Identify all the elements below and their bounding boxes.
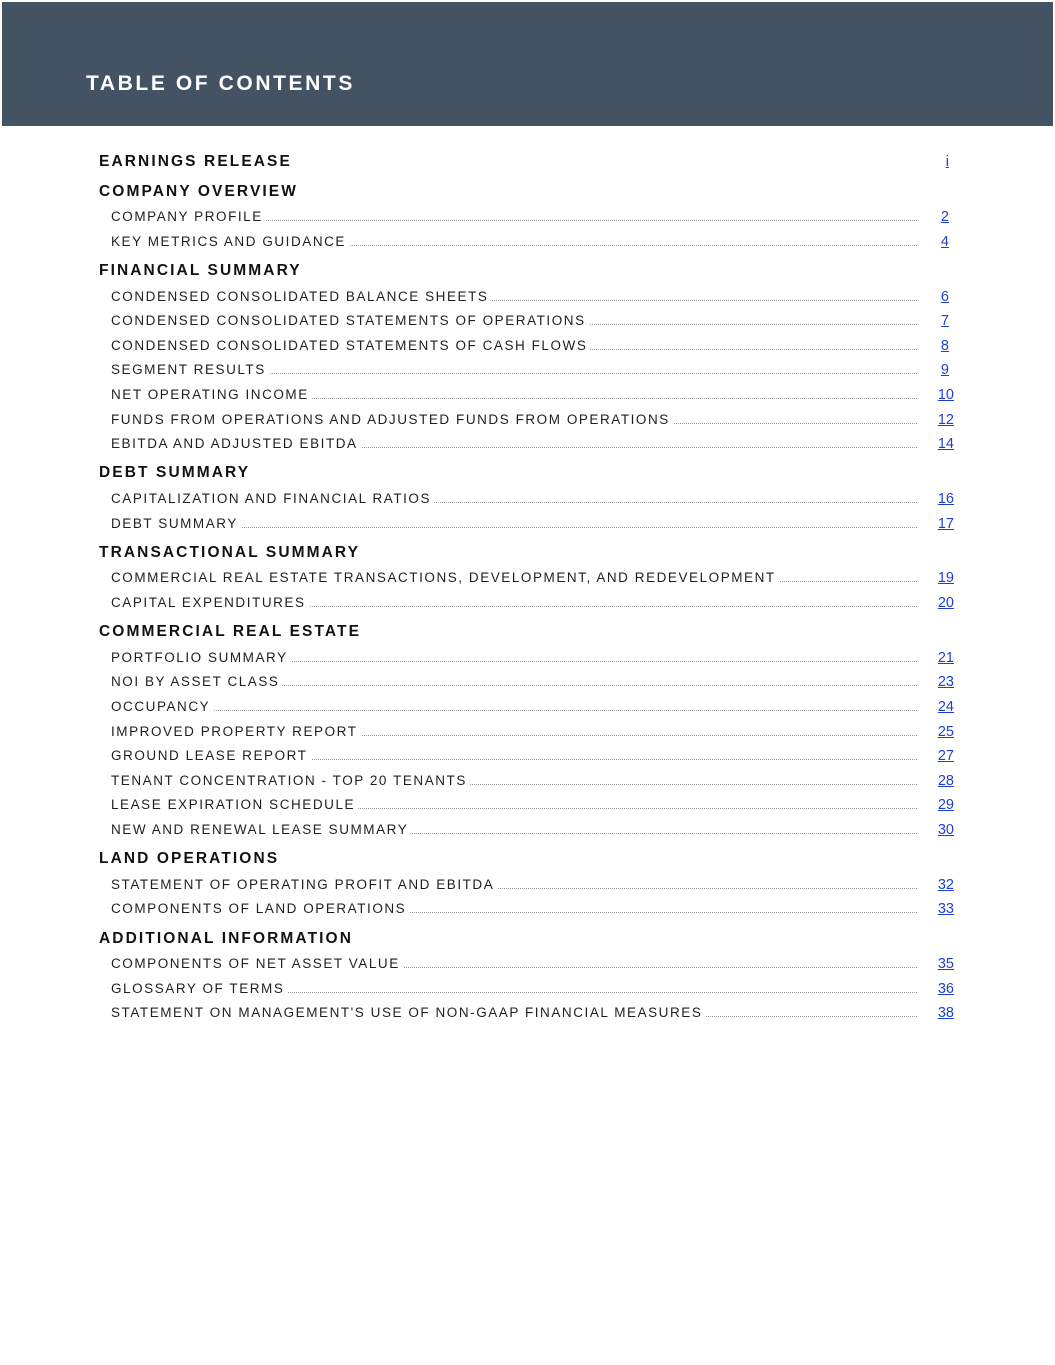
toc-entry-label: CONDENSED CONSOLIDATED BALANCE SHEETS <box>111 287 491 307</box>
toc-entry <box>0 979 1055 999</box>
toc-entry <box>0 434 1055 454</box>
toc-entry <box>0 1003 1055 1023</box>
toc-section-title: DEBT SUMMARY <box>99 464 251 482</box>
toc-page-link[interactable]: 6 <box>940 288 949 305</box>
toc-page-link[interactable]: 29 <box>937 797 954 814</box>
toc-entry <box>0 287 1055 307</box>
toc-entry <box>0 232 1055 252</box>
toc-section-title: ADDITIONAL INFORMATION <box>99 929 353 947</box>
toc-entry-label: STATEMENT OF OPERATING PROFIT AND EBITDA <box>111 875 497 895</box>
toc-page-link[interactable]: 28 <box>937 772 954 789</box>
toc-page-link[interactable]: 33 <box>937 901 954 918</box>
toc-entry <box>0 672 1055 692</box>
toc-section-title: FINANCIAL SUMMARY <box>99 261 302 279</box>
toc-entry-label: COMPONENTS OF LAND OPERATIONS <box>111 899 409 919</box>
toc-page-link[interactable]: 14 <box>937 436 954 453</box>
toc-section <box>0 622 1055 642</box>
toc-entry <box>0 360 1055 380</box>
toc-entry-label: FUNDS FROM OPERATIONS AND ADJUSTED FUNDS FROM OPERATIONS <box>111 410 673 430</box>
toc-entry <box>0 722 1055 742</box>
toc-page-link[interactable]: 4 <box>940 233 949 250</box>
toc-entry-label: COMPONENTS OF NET ASSET VALUE <box>111 954 403 974</box>
toc-entry-label: GLOSSARY OF TERMS <box>111 979 287 999</box>
toc-entry-label: CONDENSED CONSOLIDATED STATEMENTS OF CASH FLOWS <box>111 336 590 356</box>
toc-section <box>0 463 1055 483</box>
toc-entry <box>0 568 1055 588</box>
toc-page-link[interactable]: 20 <box>937 594 954 611</box>
toc-page-link[interactable]: 10 <box>937 386 954 403</box>
toc-entry-label: DEBT SUMMARY <box>111 514 241 534</box>
toc-entry <box>0 795 1055 815</box>
toc-entry-label: PORTFOLIO SUMMARY <box>111 648 291 668</box>
toc-entry <box>0 899 1055 919</box>
toc-page-link[interactable]: 32 <box>937 876 954 893</box>
toc-section-title: LAND OPERATIONS <box>99 850 280 868</box>
toc-section-title: EARNINGS RELEASE <box>99 153 292 170</box>
toc-page-link[interactable]: 38 <box>937 1005 954 1022</box>
toc-section-title: COMMERCIAL REAL ESTATE <box>99 623 362 641</box>
toc-section-title: COMPANY OVERVIEW <box>99 182 298 200</box>
toc-page-link[interactable]: 27 <box>937 748 954 765</box>
toc-entry <box>0 820 1055 840</box>
toc-entry-label: COMMERCIAL REAL ESTATE TRANSACTIONS, DEVELOPMENT, AND REDEVELOPMENT <box>111 568 779 588</box>
toc-entry <box>0 746 1055 766</box>
toc-entry-label: CAPITAL EXPENDITURES <box>111 593 309 613</box>
toc-entry-label: NEW AND RENEWAL LEASE SUMMARY <box>111 820 411 840</box>
toc-entry <box>0 410 1055 430</box>
toc-entry <box>0 336 1055 356</box>
toc-page-link[interactable]: 23 <box>937 674 954 691</box>
toc-entry <box>0 593 1055 613</box>
toc-entry-label: SEGMENT RESULTS <box>111 360 269 380</box>
toc-entry-label: CONDENSED CONSOLIDATED STATEMENTS OF OPERATIONS <box>111 311 589 331</box>
toc-section <box>0 849 1055 869</box>
toc-section <box>0 182 1055 202</box>
toc-page-link[interactable]: 16 <box>937 490 954 507</box>
toc-entry <box>0 489 1055 509</box>
toc-page-link[interactable]: 8 <box>940 337 949 354</box>
toc-page-link[interactable]: 17 <box>937 515 954 532</box>
toc-entry <box>0 697 1055 717</box>
toc-entry-label: GROUND LEASE REPORT <box>111 746 311 766</box>
dot-leader <box>111 710 917 711</box>
toc-entry <box>0 514 1055 534</box>
toc-entry <box>0 771 1055 791</box>
toc-section-title: TRANSACTIONAL SUMMARY <box>99 543 361 561</box>
toc-entry-label: OCCUPANCY <box>111 697 213 717</box>
toc-page-link[interactable]: 12 <box>937 411 954 428</box>
toc-page-link[interactable]: 35 <box>937 956 954 973</box>
toc-entry-label: NET OPERATING INCOME <box>111 385 312 405</box>
toc-entry-label: CAPITALIZATION AND FINANCIAL RATIOS <box>111 489 434 509</box>
toc-page-link[interactable]: 9 <box>940 362 949 379</box>
toc-entry-label: LEASE EXPIRATION SCHEDULE <box>111 795 358 815</box>
toc-page-link[interactable]: 19 <box>937 570 954 587</box>
toc-entry <box>0 648 1055 668</box>
toc-entry <box>0 385 1055 405</box>
toc-page-link[interactable]: 2 <box>940 209 949 226</box>
toc-section <box>0 152 1055 172</box>
toc-entry <box>0 954 1055 974</box>
toc-entry-label: KEY METRICS AND GUIDANCE <box>111 232 349 252</box>
toc-page-link[interactable]: 7 <box>940 313 949 330</box>
page-title: TABLE OF CONTENTS <box>86 72 355 95</box>
toc-entry-label: NOI BY ASSET CLASS <box>111 672 282 692</box>
toc-entry-label: TENANT CONCENTRATION - TOP 20 TENANTS <box>111 771 470 791</box>
toc-page-link[interactable]: 30 <box>937 821 954 838</box>
toc-entry <box>0 875 1055 895</box>
toc-entry-label: COMPANY PROFILE <box>111 207 266 227</box>
toc-section <box>0 929 1055 949</box>
toc-section <box>0 543 1055 563</box>
toc-entry-label: EBITDA AND ADJUSTED EBITDA <box>111 434 361 454</box>
toc-page-link[interactable]: 24 <box>937 698 954 715</box>
toc-page-link[interactable]: 25 <box>937 723 954 740</box>
toc-page-link[interactable]: i <box>945 154 949 170</box>
toc-entry <box>0 311 1055 331</box>
toc-entry-label: STATEMENT ON MANAGEMENT'S USE OF NON-GAAP FINANCIAL MEASURES <box>111 1003 705 1023</box>
toc-section <box>0 261 1055 281</box>
toc-entry <box>0 207 1055 227</box>
toc-entry-label: IMPROVED PROPERTY REPORT <box>111 722 361 742</box>
toc-page-link[interactable]: 36 <box>937 980 954 997</box>
toc-page-link[interactable]: 21 <box>937 649 954 666</box>
